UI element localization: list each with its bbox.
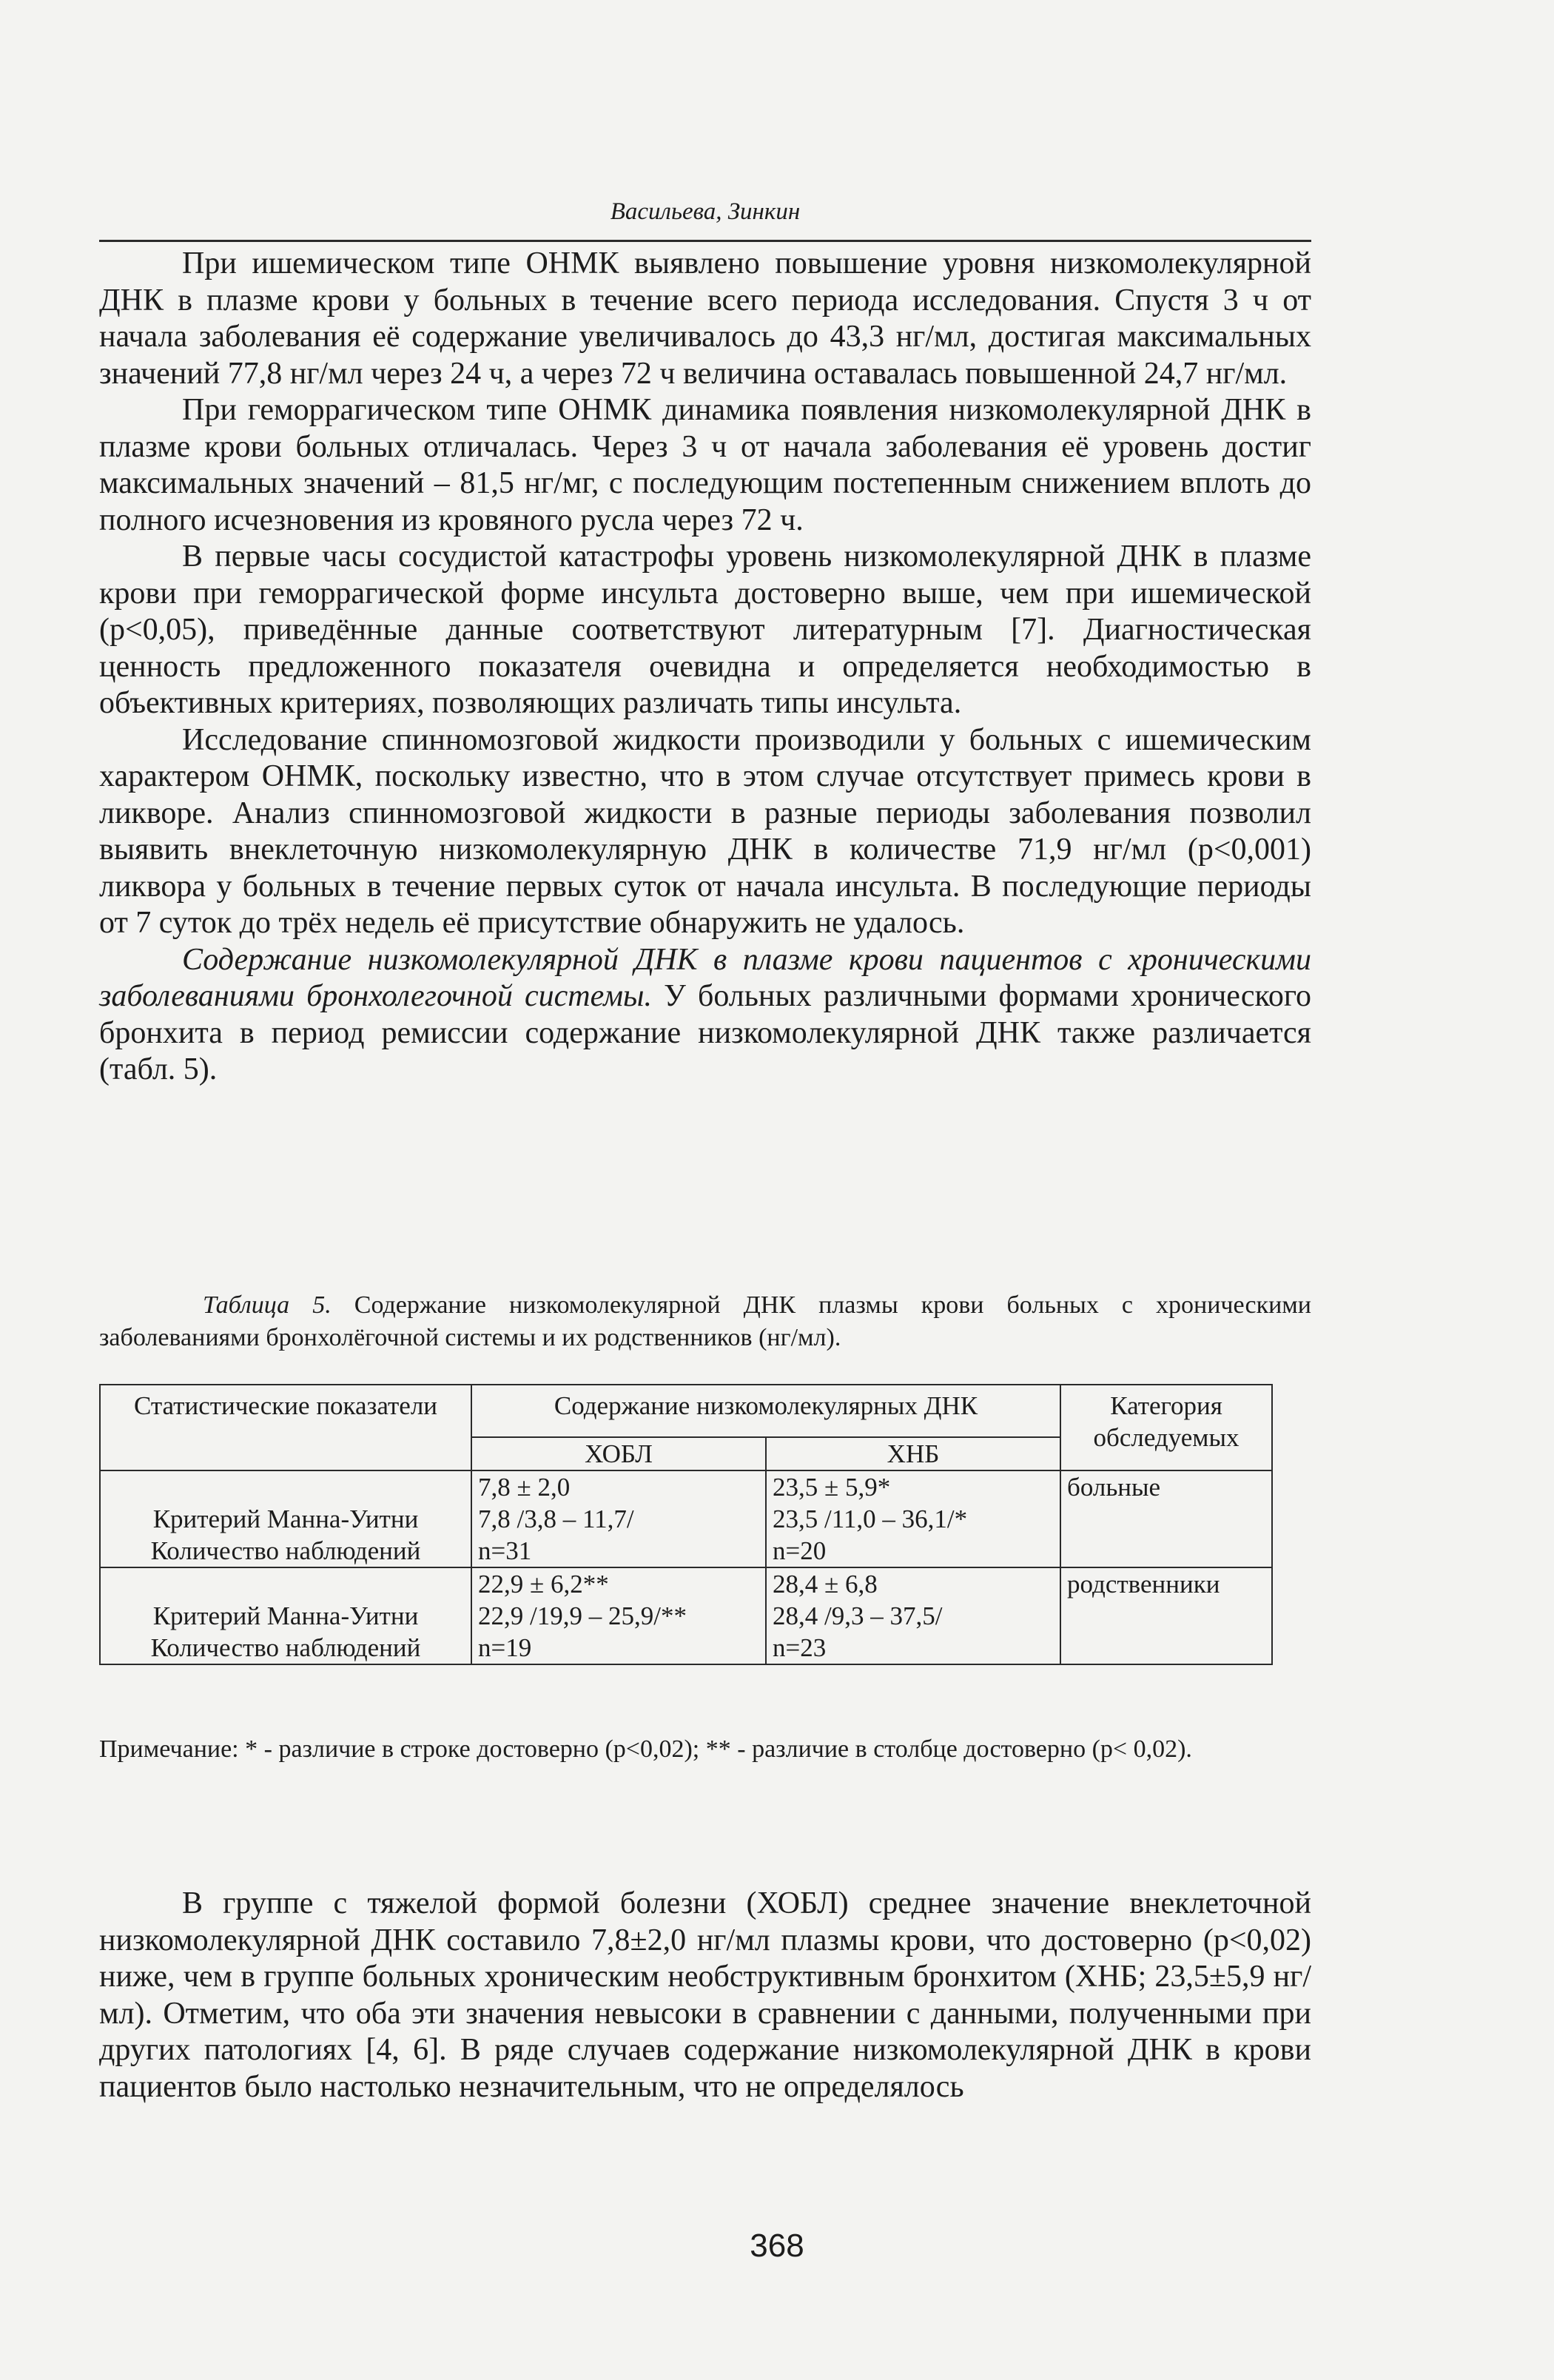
cell-col1 (471, 1470, 766, 1567)
row-label: Количество наблюдений (150, 1633, 421, 1662)
table-row (100, 1470, 1272, 1567)
row-label: Критерий Манна-Уитни (152, 1601, 419, 1630)
paragraph: В группе с тяжелой формой болезни (ХОБЛ) среднее значение внеклеточной низкомолекулярной ДНК составило 7,8±2,0 нг/мл плазмы крови, что достоверно (p<0,02) ниже, чем в группе больных хроническим необструктивным бронхитом (ХНБ; 23,5±5,9 нг/мл). Отметим, что оба эти значения невысоки в сравнении с данными, полученными при других патологиях [4, 6]. В ряде случаев содержание низкомолекулярной ДНК в крови пациентов было настолько незначительным, что не определялось (99, 1886, 1311, 2104)
cell-value: 28,4 /9,3 – 37,5/ (773, 1601, 943, 1630)
table-header-row (100, 1385, 1272, 1437)
row-labels (100, 1567, 471, 1664)
running-head: Васильева, Зинкин (610, 198, 801, 225)
header-stats: Статистические показатели (100, 1385, 471, 1470)
cell-col2 (766, 1567, 1060, 1664)
cell-value: 28,4 ± 6,8 (773, 1570, 878, 1599)
cell-category: родственники (1060, 1567, 1272, 1664)
cell-value: 7,8 ± 2,0 (478, 1473, 571, 1502)
cell-value: 23,5 ± 5,9* (773, 1473, 891, 1502)
cell-value: n=20 (773, 1536, 827, 1565)
subsection-paragraph (99, 942, 1311, 1089)
cell-col1 (471, 1567, 766, 1664)
cell-value: 7,8 /3,8 – 11,7/ (478, 1505, 634, 1533)
header-rule (99, 240, 1311, 242)
cell-value: 22,9 ± 6,2** (478, 1570, 609, 1599)
page-number: 368 (750, 2228, 804, 2264)
table-caption (99, 1289, 1311, 1354)
cell-value: 23,5 /11,0 – 36,1/* (773, 1505, 968, 1533)
cell-value: n=31 (478, 1536, 532, 1565)
table-label: Таблица 5. (203, 1291, 332, 1319)
cell-value: n=23 (773, 1633, 827, 1662)
header-col1: ХОБЛ (471, 1437, 766, 1470)
row-label: Количество наблюдений (150, 1536, 421, 1565)
table-5 (99, 1384, 1273, 1665)
header-col2: ХНБ (766, 1437, 1060, 1470)
paragraph: Исследование спинномозговой жидкости производили у больных с ишемическим характером ОНМК, поскольку известно, что в этом случае отсутствует примесь крови в ликворе. Анализ спинномозговой жидкости в разные периоды заболевания позволил выявить внеклеточную низкомолекулярную ДНК в количестве 71,9 нг/мл (p<0,001) ликвора у больных в течение первых суток от начала инсульта. В последующие периоды от 7 суток до трёх недель её присутствие обнаружить не удалось. (99, 722, 1311, 940)
body-text (99, 246, 1311, 1089)
table-row (100, 1567, 1272, 1664)
cell-category: больные (1060, 1470, 1272, 1567)
row-labels (100, 1470, 471, 1567)
row-label: Критерий Манна-Уитни (152, 1505, 419, 1533)
header-content: Содержание низкомолекулярных ДНК (471, 1385, 1060, 1437)
cell-value: 22,9 /19,9 – 25,9/** (478, 1601, 687, 1630)
paragraph: При геморрагическом типе ОНМК динамика появления низкомолекулярной ДНК в плазме крови больных отличалась. Через 3 ч от начала заболевания её уровень достиг максимальных значений – 81,5 нг/мг, с последующим постепенным снижением вплоть до полного исчезновения из кровяного русла через 72 ч. (99, 393, 1311, 537)
cell-value: n=19 (478, 1633, 532, 1662)
cell-col2 (766, 1470, 1060, 1567)
table-note: Примечание: * - различие в строке достоверно (p<0,02); ** - различие в столбце достоверно (p< 0,02). (99, 1735, 1192, 1763)
paragraph: При ишемическом типе ОНМК выявлено повышение уровня низкомолекулярной ДНК в плазме крови у больных в течение всего периода исследования. Спустя 3 ч от начала заболевания её содержание увеличивалось до 43,3 нг/мл, достигая максимальных значений 77,8 нг/мл через 24 ч, а через 72 ч величина оставалась повышенной 24,7 нг/мл. (99, 246, 1311, 391)
header-category: Категория обследуемых (1060, 1385, 1272, 1470)
closing-text (99, 1886, 1311, 2105)
paragraph: В первые часы сосудистой катастрофы уровень низкомолекулярной ДНК в плазме крови при геморрагической форме инсульта достоверно выше, чем при ишемической (p<0,05), приведённые данные соответствуют литературным [7]. Диагностическая ценность предложенного показателя очевидна и определяется необходимостью в объективных критериях, позволяющих различать типы инсульта. (99, 539, 1311, 720)
table-caption-text: Содержание низкомолекулярной ДНК плазмы крови больных с хроническими заболеваниями бронхолёгочной системы и их родственников (нг/мл). (99, 1291, 1311, 1351)
subsection-text: У больных различными формами хронического бронхита в период ремиссии содержание низкомолекулярной ДНК также различается (табл. 5). (99, 979, 1312, 1086)
subsection-heading: Содержание низкомолекулярной ДНК в плазме крови пациентов с хроническими заболеваниями бронхолегочной системы. (99, 942, 1311, 1013)
